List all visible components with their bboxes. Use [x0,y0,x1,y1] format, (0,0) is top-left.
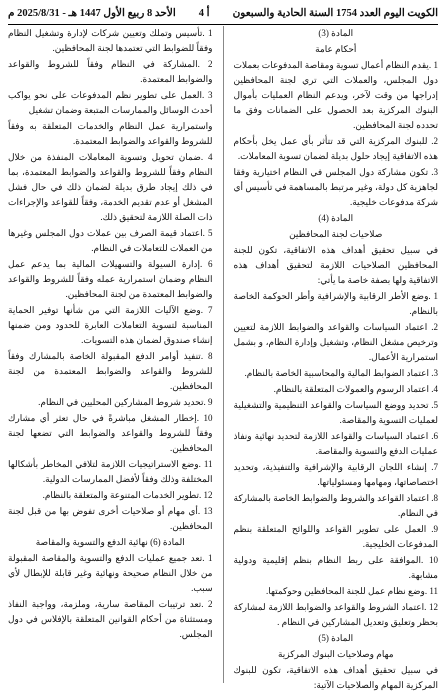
paragraph: 4 .ضمان تحويل وتسوية المعاملات المنفذة من خلال النظام وفقاً للشروط والقواعد والضوابط المعتمدة، بما في ذلك إيجاد طرق بديلة لضمان ذلك في حال فشل المشغل أو عدم تقديم الخدمة، وفقاً للقواعد والإجراءات ذات الصلة اللازمة لتحقيق ذلك. [8,152,213,222]
paragraph: 2. للبنوك المركزية التي قد تتأثر بأي عمل يخل بأحكام هذه الاتفاقية إيجاد حلول بديلة لضمان تسوية المعاملات. [233,136,438,161]
paragraph: 11 .وضع نظام عمل للجنة المحافظين وحوكمتها. [265,586,438,596]
page-header [8,4,438,25]
section-heading: المادة (5) [318,633,354,643]
paragraph: 13 .أي مهام أو صلاحيات أخرى تفوض بها من قبل لجنة المحافظين. [8,506,213,531]
header-paper-title: الكويت اليوم العدد 1754 السنة الحادية والسبعون [232,8,438,19]
columns [8,26,438,690]
section-heading: المادة (3) [318,28,354,38]
paragraph: 8. اعتماد القواعد والشروط والضوابط الخاصة بالمشاركة في النظام. [233,493,438,518]
section-heading: المادة (4) [318,213,354,223]
paragraph: 7. إنشاء اللجان الرقابية والإشرافية والتنفيذية، وتحديد اختصاصاتها، ومهامها ومسئولياتها. [233,462,438,487]
paragraph: 12 .اعتماد الشروط والقواعد والضوابط اللازمة لمشاركة بحظر وتعليق وتعديل المشاركين في النظام . [233,602,438,627]
section-heading: أحكام عامة [315,44,357,54]
paragraph: 10 .إخطار المشغل مباشرةً في حال تعثر أي مشارك وفقاً للشروط والقواعد والضوابط التي تضعها لجنة المحافظين. [8,413,213,453]
paragraph: 1 .يقدم النظام أعمال تسوية ومقاصة المدفوعات بعملات دول المجلس، والعملات التي تري لجنة المحافظين إدراجها من وقت لآخر، ويدعم النظام العمليات بأموال البنوك المركزية بعد الحصول على الضمانات وفق ما تحدده لجنة المحافظين. [233,60,438,130]
section-heading: المادة (6) نهائية الدفع والتسوية والمقاصة [35,537,185,547]
paragraph: 5. تحديد ووضع السياسات والقواعد التنظيمية والتشغيلية لعمليات التسوية والمقاصة. [233,400,438,425]
column-divider [223,26,224,683]
paragraph: 11 .وضع الاستراتيجيات اللازمة لتلافي المخاطر بأشكالها المختلفة وذلك وفقاً لأفضل الممارسات الدولية. [8,459,213,484]
right-column [233,26,439,690]
paragraph: 1 .وضع الأطر الرقابية والإشرافية وأطر الحوكمة الخاصة بالنظام. [233,291,438,316]
header-date: الأحد 8 ربيع الأول 1447 هـ - 2025/8/31 م [8,8,176,19]
paragraph: 7 .وضع الآليات اللازمة التي من شأنها توفير الحماية المناسبة لتسوية التعاملات العابرة للحدود ومن ضمنها إنشاء صندوق لضمان هذه التسويات. [8,305,213,345]
section-heading: مهام وصلاحيات البنوك المركزية [277,649,394,659]
paragraph: 10 .الموافقة على ربط النظام بنظم إقليمية ودولية مشابهة. [233,555,438,580]
paragraph: 6 .إدارة السيولة والتسهيلات المالية بما يدعم عمل النظام وضمان استمرارية عمله وفقاً للشروط والقواعد والضوابط المعتمدة من لجنة المحافظين. [8,259,213,299]
paragraph: 3. اعتماد الضوابط المالية والمحاسبية الخاصة بالنظام. [244,368,438,378]
header-page-number: أ 4 [198,8,210,19]
paragraph: 2 .المشاركة في النظام وفقاً للشروط والقواعد والضوابط المعتمدة. [8,59,213,84]
paragraph: 9. العمل على تطوير القواعد واللوائح المتعلقة بنظم المدفوعات الخليجية. [233,524,438,549]
paragraph: في سبيل تحقيق أهداف هذه الاتفاقية، تكون للجنة المحافظين الصلاحيات اللازمة لتحقيق أهداف هذه الاتفاقية ولها بصفة خاصة ما يأتي: [233,245,438,285]
paragraph: في سبيل تحقيق أهداف هذه الاتفاقية، تكون للبنوك المركزية المهام والصلاحيات الآتية: [233,665,438,690]
paragraph: 12 .تطوير الخدمات المتنوعة والمتعلقة بالنظام. [42,490,213,500]
paragraph: 1 .تأسيس وتملك وتعيين شركات لإدارة وتشغيل النظام وفقاً للضوابط التي تعتمدها لجنة المحافظين. [8,28,213,53]
paragraph: 3. تكون مشاركة دول المجلس في النظام اختيارية وفقا لجاهزية كل دولة، وغير مرتبط بالمساهمة في تأسيس أي شركة مدفوعات خليجية. [233,167,438,207]
paragraph: 3 .العمل على تطوير نظم المدفوعات على نحو يواكب أحدث الوسائل والممارسات المتبعة وضمان تشغيل [8,90,213,115]
left-column [8,26,213,683]
paragraph: 8 .تنفيذ أوامر الدفع المقبولة الخاصة بالمشارك وفقاً للشروط والقواعد والضوابط المعتمدة من لجنة المحافظين. [8,351,213,391]
paragraph: 2. اعتماد السياسات والقواعد والضوابط اللازمة لتعيين وترخيص مشغل النظام، وتشغيل وإدارة النظام، و بشمل استمرارية الأعمال. [233,322,438,362]
paragraph: 1 .تعد جميع عمليات الدفع والتسوية والمقاصة المقبولة من خلال النظام صحيحة ونهائية وغير قابلة للإبطال لأي سبب. [8,553,213,593]
paragraph: واستمرارية عمل النظام والخدمات المتعلقة به وفقاً للشروط والقواعد والضوابط المعتمدة. [8,121,213,146]
paragraph: 4. اعتماد الرسوم والعمولات المتعلقة بالنظام. [273,384,438,394]
paragraph: 6. اعتماد السياسات والقواعد اللازمة لتحديد نهائية ونفاذ عمليات الدفع والتسوية والمقاصة. [233,431,438,456]
section-heading: صلاحيات لجنة المحافظين [289,229,383,239]
paragraph: 9 .تحديد شروط المشاركين المحليين في النظام. [38,397,213,407]
paragraph: 5 .اعتماد قيمة الصرف بين عملات دول المجلس وغيرها من العملات للتعاملات في النظام. [8,228,213,253]
paragraph: 2 .تعد ترتيبات المقاصة سارية، وملزمة، وواجبة النفاذ ومستثناة من أحكام القوانين المتعلقة بالإفلاس في دول المجلس. [8,599,213,639]
